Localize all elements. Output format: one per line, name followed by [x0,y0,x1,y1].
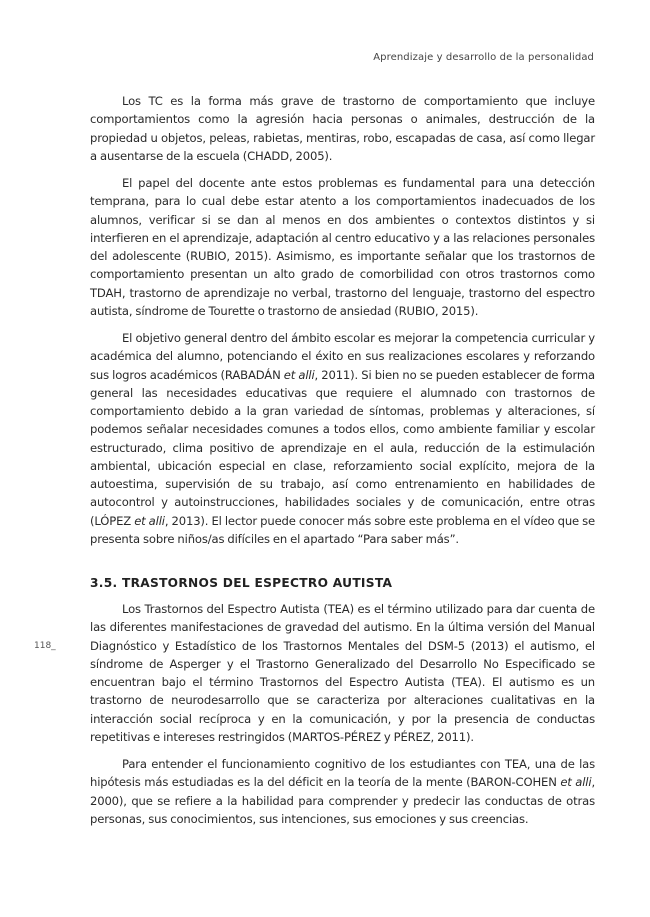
section-heading: 3.5. TRASTORNOS DEL ESPECTRO AUTISTA [90,576,393,590]
page-number: 118_ [34,641,56,651]
paragraphs-after-section [90,600,595,828]
italic-run: et alli [134,513,165,528]
text-run: , 2011). Si bien no se pueden establecer de forma general las necesidades educativas que requiere el alumnado con trastornos de comportamiento debido a la gran variedad de síntomas, problemas y alteraciones, sí podemos señalar necesidades comunes a todos ellos, como ambiente familiar y escolar estructurado, clima positivo de aprendizaje en el aula, reducción de la estimulación ambiental, ubicación especial en clase, reforzamiento social explícito, mejora de la autoestima, supervisión de su trabajo, así como entrenamiento en habilidades de autocontrol y autoinstrucciones, habilidades sociales y de comunicación, entre otras (LÓPEZ [90,367,595,528]
body-paragraph [90,174,595,320]
text-run: , 2013). El lector puede conocer más sobre este problema en el vídeo que se presenta sobre niños/as difíciles en el apartado “Para saber más”. [90,513,595,546]
text-run: El papel del docente ante estos problemas es fundamental para una detección temprana, para lo cual debe estar atento a los comportamientos inadecuados de los alumnos, verificar si se dan al menos en dos ambientes o contextos distintos y si interfieren en el aprendizaje, adaptación al centro educativo y a las relaciones personales del adolescente (RUBIO, 2015). Asimismo, es importante señalar que los trastornos de comportamiento presentan un alto grado de comorbilidad con otros trastornos como TDAH, trastorno de aprendizaje no verbal, trastorno del lenguaje, trastorno del espectro autista, síndrome de Tourette o trastorno de ansiedad (RUBIO, 2015). [90,176,595,318]
running-header: Aprendizaje y desarrollo de la personalidad [373,52,594,63]
text-run: Los TC es la forma más grave de trastorno de comportamiento que incluye comportamientos como la agresión hacia personas o animales, destrucción de la propiedad u objetos, peleas, rabietas, mentiras, robo, escapadas de casa, así como llegar a ausentarse de la escuela (CHADD, 2005). [90,94,595,163]
italic-run: et alli [283,367,315,382]
body-paragraph [90,92,595,165]
text-run: El objetivo general dentro del ámbito escolar es mejorar la competencia curricular y académica del alumno, potenciando el éxito en sus realizaciones escolares y reforzando sus logros académicos (RABADÁN [90,331,595,382]
italic-run: et alli [560,775,592,790]
body-paragraph [90,600,595,746]
text-run: Para entender el funcionamiento cognitivo de los estudiantes con TEA, una de las hipótesis más estudiadas es la del déficit en la teoría de la mente (BARON-COHEN [90,757,595,790]
body-paragraph [90,755,595,828]
text-run: Los Trastornos del Espectro Autista (TEA) es el término utilizado para dar cuenta de las diferentes manifestaciones de gravedad del autismo. En la última versión del Manual Diagnóstico y Estadístico de los Trastornos Mentales del DSM-5 (2013) el autismo, el síndrome de Asperger y el Trastorno Generalizado del Desarrollo No Especificado se encuentran bajo el término Trastornos del Espectro Autista (TEA). El autismo es un trastorno de neurodesarrollo que se caracteriza por alteraciones cualitativas en la interacción social recíproca y en la comunicación, y por la presencia de conductas repetitivas e intereses restringidos (MARTOS-PÉREZ y PÉREZ, 2011). [90,602,595,744]
page-body [90,92,595,837]
paragraphs-before-section [90,92,595,548]
body-paragraph [90,329,595,548]
text-run: , 2000), que se refiere a la habilidad para comprender y predecir las conductas de otras personas, sus conocimientos, sus intenciones, sus emociones y sus creencias. [90,775,595,826]
